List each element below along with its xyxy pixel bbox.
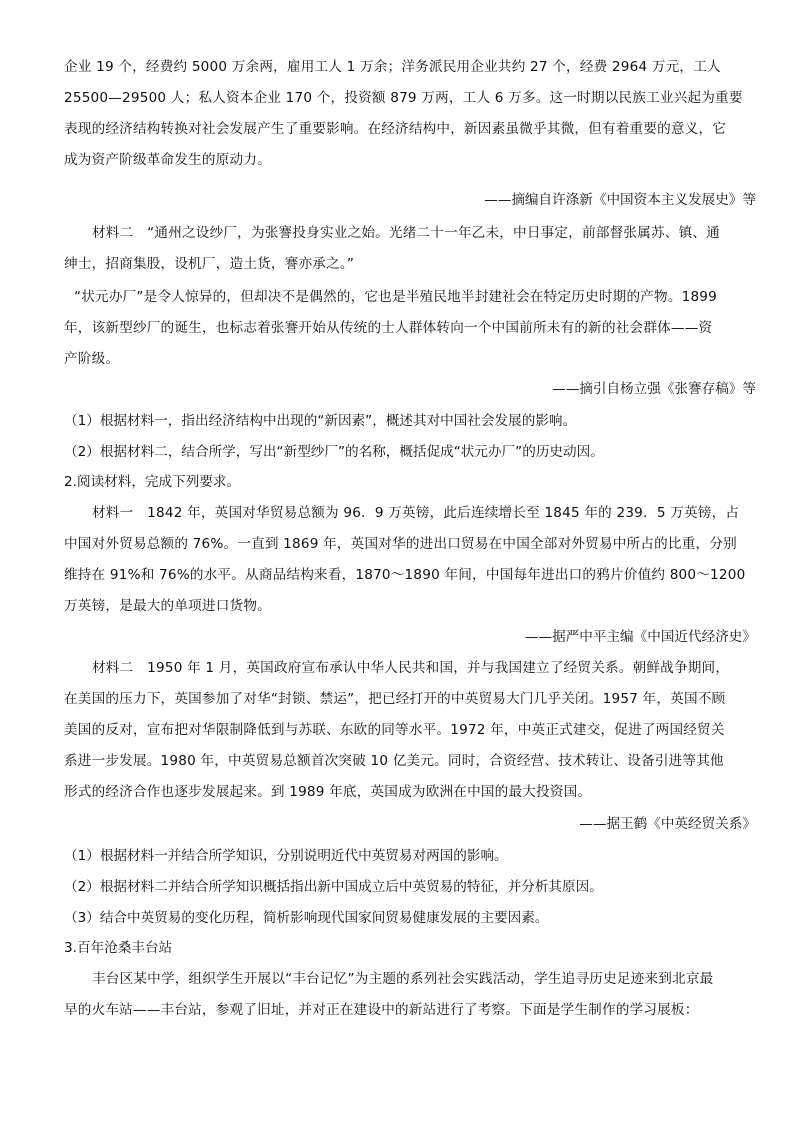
q2-subquestion-2: （2）根据材料二并结合所学知识概括指出新中国成立后中英贸易的特征，并分析其原因。 [64,879,603,895]
text-line: 绅士，招商集股，设机厂，造土货，謇亦承之。” [64,256,355,272]
text-line: 材料二 “通州之设纱厂，为张謇投身实业之始。光绪二十一年乙未，中日事定，前部督张属苏、镇、通 [92,225,720,241]
q1-material2-commentary [64,282,730,375]
text-line: 成为资产阶级革命发生的原动力。 [64,152,271,168]
q1-source2: ——摘引自杨立强《张謇存稿》等 [552,381,756,397]
q2-subquestion-3: （3）结合中英贸易的变化历程，简析影响现代国家间贸易健康发展的主要因素。 [64,910,549,926]
text-line: 材料一 1842 年，英国对华贸易总额为 96．9 万英镑，此后连续增长至 1845 年的 239．5 万英镑，占 [92,505,740,521]
q3-intro-paragraph [64,964,730,1026]
text-line: 中国对外贸易总额的 76%。一直到 1869 年，英国对华的进出口贸易在中国全部对外贸易中所占的比重，分别 [64,536,737,552]
text-line: 万英镑，是最大的单项进口货物。 [64,598,271,614]
q2-source2: ——据王鹤《中英经贸关系》 [579,816,756,832]
text-line: 表现的经济结构转换对社会发展产生了重要影响。在经济结构中，新因素虽微乎其微，但有着重要的意义，它 [64,121,727,137]
text-line: 产阶级。 [64,351,120,367]
q2-material2-paragraph [64,653,730,808]
text-line: 系进一步发展。1980 年，中英贸易总额首次突破 10 亿美元。同时，合资经营、技术转让、设备引进等其他 [64,753,724,769]
q2-subquestion-1: （1）根据材料一并结合所学知识，分别说明近代中英贸易对两国的影响。 [64,848,508,864]
q1-subquestion-1: （1）根据材料一，指出经济结构中出现的“新因素”，概述其对中国社会发展的影响。 [64,413,577,429]
q1-material1-paragraph [64,52,743,176]
text-line: 维持在 91%和 76%的水平。从商品结构来看，1870～1890 年间，中国每年进出口的鸦片价值约 800～1200 [64,567,746,583]
text-line: 材料二 1950 年 1 月，英国政府宣布承认中华人民共和国，并与我国建立了经贸关系。朝鲜战争期间， [92,660,730,676]
q1-material2-paragraph [64,218,730,280]
text-line: “状元办厂”是令人惊异的，但却决不是偶然的，它也是半殖民地半封建社会在特定历史时期的产物。1899 [74,289,718,305]
q3-title: 3.百年沧桑丰台站 [64,940,173,956]
q1-source1: ——摘编自许涤新《中国资本主义发展史》等 [484,192,756,208]
q2-source1: ——据严中平主编《中国近代经济史》 [524,629,756,645]
text-line: 年，该新型纱厂的诞生，也标志着张謇开始从传统的士人群体转向一个中国前所未有的新的社会群体——资 [64,320,713,336]
text-line: 美国的反对，宣布把对华限制降低到与苏联、东欧的同等水平。1972 年，中英正式建交，促进了两国经贸关 [64,722,725,738]
text-line: 在美国的压力下，英国参加了对华“封锁、禁运”，把已经打开的中英贸易大门几乎关闭。1957 年，英国不顾 [64,691,726,707]
q2-title: 2.阅读材料，完成下列要求。 [64,474,241,490]
text-line: 丰台区某中学，组织学生开展以“丰台记忆”为主题的系列社会实践活动，学生追寻历史足迹来到北京最 [92,971,714,987]
text-line: 25500—29500 人；私人资本企业 170 个，投资额 879 万两，工人 6 万多。这一时期以民族工业兴起为重要 [64,90,743,106]
text-line: 形式的经济合作也逐步发展起来。到 1989 年底，英国成为欧洲在中国的最大投资国。 [64,784,592,800]
q2-material1-paragraph [64,498,746,622]
text-line: 早的火车站——丰台站，参观了旧址，并对正在建设中的新站进行了考察。下面是学生制作的学习展板： [64,1002,699,1018]
q1-subquestion-2: （2）根据材料二，结合所学，写出“新型纱厂”的名称，概括促成“状元办厂”的历史动因。 [64,444,604,460]
text-line: 企业 19 个，经费约 5000 万余两，雇用工人 1 万余；洋务派民用企业共约 27 个，经费 2964 万元，工人 [64,59,721,75]
